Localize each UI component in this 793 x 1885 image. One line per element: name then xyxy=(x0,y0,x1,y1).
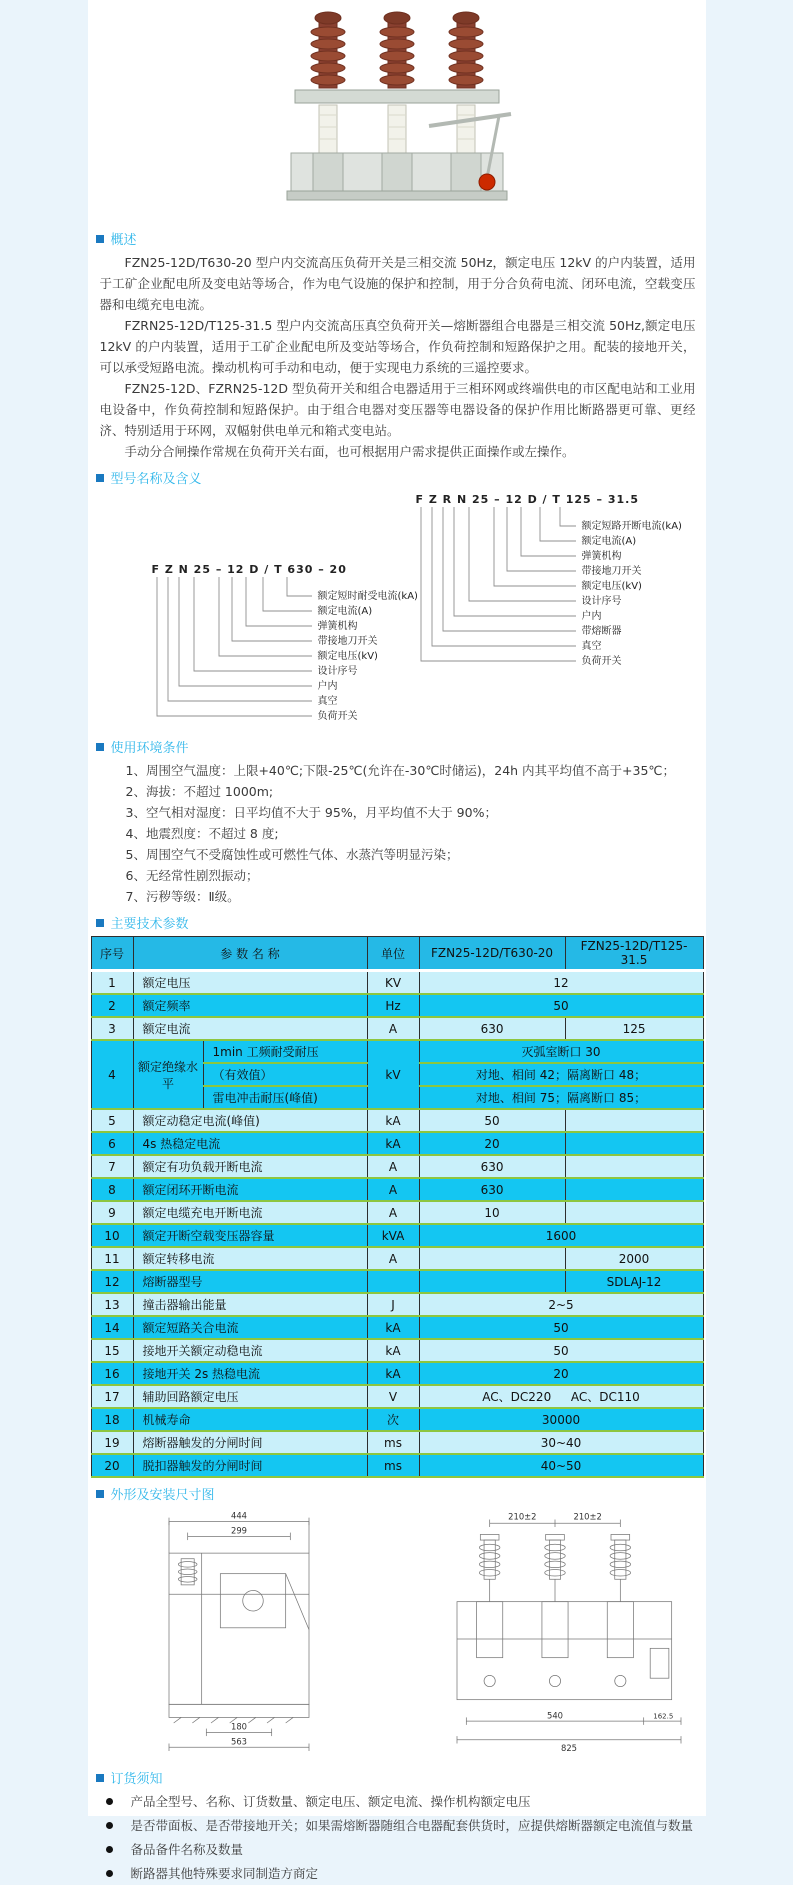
square-bullet-icon xyxy=(96,743,104,751)
cell-unit: kA xyxy=(367,1132,419,1155)
cell-unit: ms xyxy=(367,1431,419,1454)
ordering-item-text: 是否带面板、是否带接地开关；如果需熔断器随组合电器配套供货时，应提供熔断器额定电流值与数量 xyxy=(130,1818,694,1833)
cell-value: 对地、相间 75；隔离断口 85； xyxy=(419,1086,703,1109)
environment-item: 4、地震烈度：不超过 8 度; xyxy=(125,826,279,841)
section-title: 外形及安装尺寸图 xyxy=(110,1488,215,1503)
product-photo xyxy=(88,0,706,223)
bullet-dot-icon xyxy=(106,1846,113,1853)
cell-name: 额定开断空载变压器容量 xyxy=(133,1224,367,1247)
ordering-item-text: 断路器其他特殊要求同制造方商定 xyxy=(130,1866,319,1881)
cell-no: 9 xyxy=(91,1201,133,1224)
model-diagram-fzn25 xyxy=(146,563,436,731)
ordering-item xyxy=(98,1815,706,1837)
cell-value: 50 xyxy=(419,1316,703,1339)
section-header-parameters xyxy=(96,913,706,932)
cell-value: 50 xyxy=(419,1109,565,1132)
cell-unit: kA xyxy=(367,1339,419,1362)
cell-value xyxy=(565,1201,703,1224)
table-row xyxy=(91,1293,703,1316)
bullet-dot-icon xyxy=(106,1870,113,1877)
cell-value: AC、DC220 AC、DC110 xyxy=(419,1385,703,1408)
cell-value: 50 xyxy=(419,994,703,1017)
table-row xyxy=(91,1339,703,1362)
cell-name: 熔断器型号 xyxy=(133,1270,367,1293)
square-bullet-icon xyxy=(96,1490,104,1498)
environment-list xyxy=(126,760,706,907)
overview-paragraphs xyxy=(88,252,706,462)
table-row xyxy=(91,1040,703,1063)
section-header-ordering xyxy=(96,1768,706,1787)
cell-value: 40~50 xyxy=(419,1454,703,1477)
model-label: 负荷开关 xyxy=(581,656,622,667)
cell-name: 熔断器触发的分闸时间 xyxy=(133,1431,367,1454)
cell-name: 额定有功负载开断电流 xyxy=(133,1155,367,1178)
model-labels xyxy=(318,589,418,724)
cell-unit: A xyxy=(367,1017,419,1040)
cell-unit: kV xyxy=(367,1040,419,1109)
model-label: 户内 xyxy=(581,611,602,622)
square-bullet-icon xyxy=(96,919,104,927)
cell-no: 16 xyxy=(91,1362,133,1385)
cell-no: 6 xyxy=(91,1132,133,1155)
cell-no: 20 xyxy=(91,1454,133,1477)
cell-value: 30~40 xyxy=(419,1431,703,1454)
table-row xyxy=(91,1362,703,1385)
model-diagrams xyxy=(88,491,706,731)
cell-name: 撞击器输出能量 xyxy=(133,1293,367,1316)
cell-name: 额定转移电流 xyxy=(133,1247,367,1270)
section-title: 主要技术参数 xyxy=(110,917,189,932)
cell-name: 辅助回路额定电压 xyxy=(133,1385,367,1408)
bullet-dot-icon xyxy=(106,1798,113,1805)
model-label: 设计序号 xyxy=(581,596,622,607)
cell-value: 630 xyxy=(419,1017,565,1040)
cell-unit: kVA xyxy=(367,1224,419,1247)
cell-no: 4 xyxy=(91,1040,133,1109)
col-header-model2: FZN25-12D/T125-31.5 xyxy=(565,937,703,971)
model-label: 额定电流(A) xyxy=(317,606,373,617)
ordering-item-text: 产品全型号、名称、订货数量、额定电压、额定电流、操作机构额定电压 xyxy=(130,1794,531,1809)
table-row xyxy=(91,971,703,995)
cell-value: 630 xyxy=(419,1155,565,1178)
col-header-name: 参 数 名 称 xyxy=(133,937,367,971)
parameters-table xyxy=(91,936,704,1478)
cell-value: 30000 xyxy=(419,1408,703,1431)
table-row xyxy=(91,1017,703,1040)
cell-no: 17 xyxy=(91,1385,133,1408)
model-label: 额定短路开断电流(kA) xyxy=(581,521,682,532)
cell-unit: 次 xyxy=(367,1408,419,1431)
section-header-model xyxy=(96,468,706,487)
model-label: 户内 xyxy=(317,681,338,692)
cell-value: 20 xyxy=(419,1362,703,1385)
cell-value xyxy=(565,1178,703,1201)
overview-paragraph: 手动分合闸操作常规在负荷开关右面，也可根据用户需求提供正面操作或左操作。 xyxy=(124,444,575,459)
model-label: 真空 xyxy=(581,641,602,652)
overview-paragraph: FZN25-12D/T630-20 型户内交流高压负荷开关是三相交流 50Hz，额定电压 12kV 的户内装置，适用于工矿企业配电所及变电站等场合，作为电气设施的保护和控制，用于分合负荷电流、闭环电流，空载变压器和电缆充电电流。 xyxy=(99,255,696,312)
table-row xyxy=(91,1247,703,1270)
dim-label: 162.5 xyxy=(652,1712,673,1721)
cell-unit: kA xyxy=(367,1109,419,1132)
model-labels xyxy=(582,519,682,669)
model-label: 设计序号 xyxy=(317,666,358,677)
ordering-list xyxy=(98,1791,706,1885)
cell-unit: Hz xyxy=(367,994,419,1017)
dim-label: 563 xyxy=(230,1736,247,1747)
col-header-model1: FZN25-12D/T630-20 xyxy=(419,937,565,971)
table-row xyxy=(91,1385,703,1408)
cell-no: 19 xyxy=(91,1431,133,1454)
cell-value xyxy=(419,1270,565,1293)
square-bullet-icon xyxy=(96,235,104,243)
dim-label: 299 xyxy=(230,1525,247,1536)
table-row xyxy=(91,1408,703,1431)
table-header-row xyxy=(91,937,703,971)
cell-value: 2~5 xyxy=(419,1293,703,1316)
cell-no: 15 xyxy=(91,1339,133,1362)
cell-no: 18 xyxy=(91,1408,133,1431)
cell-value: 125 xyxy=(565,1017,703,1040)
dim-label: 444 xyxy=(230,1510,247,1521)
product-photo-illustration xyxy=(279,6,515,214)
cell-name: 脱扣器触发的分闸时间 xyxy=(133,1454,367,1477)
model-label: 真空 xyxy=(317,696,338,707)
col-header-unit: 单位 xyxy=(367,937,419,971)
cell-name: 额定频率 xyxy=(133,994,367,1017)
section-title: 概述 xyxy=(110,233,137,248)
model-diagram-fzrn25 xyxy=(410,493,702,678)
environment-item: 2、海拔：不超过 1000m; xyxy=(125,784,274,799)
cell-sub-label: 1min 工频耐受耐压 xyxy=(203,1040,367,1063)
cell-no: 5 xyxy=(91,1109,133,1132)
dim-label: 210±2 xyxy=(507,1511,537,1522)
cell-value: 2000 xyxy=(565,1247,703,1270)
section-title: 订货须知 xyxy=(110,1772,163,1787)
dim-label: 540 xyxy=(546,1710,563,1721)
section-title: 型号名称及含义 xyxy=(110,472,202,487)
dimension-drawing-side-view xyxy=(99,1507,379,1757)
cell-name: 接地开关 2s 热稳电流 xyxy=(133,1362,367,1385)
model-label: 带熔断器 xyxy=(581,626,622,637)
cell-name: 额定电流 xyxy=(133,1017,367,1040)
table-row xyxy=(91,1316,703,1339)
bullet-dot-icon xyxy=(106,1822,113,1829)
model-label: 额定电压(kV) xyxy=(581,581,642,592)
square-bullet-icon xyxy=(96,1774,104,1782)
cell-value xyxy=(565,1155,703,1178)
cell-name: 额定绝缘水平 xyxy=(133,1040,203,1109)
model-label: 弹簧机构 xyxy=(317,621,358,632)
model-label: 带接地刀开关 xyxy=(581,566,642,577)
ordering-item xyxy=(98,1839,706,1861)
cell-name: 接地开关额定动稳电流 xyxy=(133,1339,367,1362)
table-row xyxy=(91,1109,703,1132)
cell-value: 1600 xyxy=(419,1224,703,1247)
table-row xyxy=(91,1431,703,1454)
cell-unit: kA xyxy=(367,1316,419,1339)
cell-value: 12 xyxy=(419,971,703,995)
table-row xyxy=(91,1132,703,1155)
cell-unit: J xyxy=(367,1293,419,1316)
cell-value: 630 xyxy=(419,1178,565,1201)
cell-no: 7 xyxy=(91,1155,133,1178)
cell-value: 对地、相间 42；隔离断口 48； xyxy=(419,1063,703,1086)
cell-no: 12 xyxy=(91,1270,133,1293)
ordering-item-text: 备品备件名称及数量 xyxy=(130,1842,244,1857)
cell-no: 1 xyxy=(91,971,133,995)
dim-label: 210±2 xyxy=(572,1511,602,1522)
cell-no: 2 xyxy=(91,994,133,1017)
cell-name: 额定电缆充电开断电流 xyxy=(133,1201,367,1224)
dim-label: 180 xyxy=(230,1721,247,1732)
cell-value: 20 xyxy=(419,1132,565,1155)
overview-paragraph: FZN25-12D、FZRN25-12D 型负荷开关和组合电器适用于三相环网或终端供电的市区配电站和工业用电设备中，作负荷控制和短路保护。由于组合电器对变压器等电器设备的保护作用比断路器更可靠、更经济、特别适用于环网，双幅射供电单元和箱式变电站。 xyxy=(99,381,696,438)
model-label: 负荷开关 xyxy=(317,711,358,722)
environment-item: 5、周围空气不受腐蚀性或可燃性气体、水蒸汽等明显污染； xyxy=(125,847,459,862)
col-header-no: 序号 xyxy=(91,937,133,971)
environment-item: 1、周围空气温度：上限+40℃;下限-25℃(允许在-30℃时储运)，24h 内其平均值不高于+35℃； xyxy=(125,763,675,778)
handle-ball xyxy=(479,174,495,190)
section-header-overview xyxy=(96,229,706,248)
model-label: 带接地刀开关 xyxy=(317,636,378,647)
cell-name: 额定闭环开断电流 xyxy=(133,1178,367,1201)
model-label: 额定电流(A) xyxy=(581,536,637,547)
cell-name: 额定短路关合电流 xyxy=(133,1316,367,1339)
dimension-drawings xyxy=(88,1507,706,1762)
model-label: 弹簧机构 xyxy=(581,551,622,562)
cell-value: 10 xyxy=(419,1201,565,1224)
environment-item: 6、无经常性剧烈振动； xyxy=(125,868,259,883)
cell-no: 10 xyxy=(91,1224,133,1247)
model-code: F Z R N 25 – 12 D / T 125 – 31.5 xyxy=(415,493,639,506)
cell-unit: A xyxy=(367,1155,419,1178)
cell-name: 机械寿命 xyxy=(133,1408,367,1431)
cell-unit xyxy=(367,1270,419,1293)
square-bullet-icon xyxy=(96,474,104,482)
cell-unit: KV xyxy=(367,971,419,995)
section-title: 使用环境条件 xyxy=(110,741,189,756)
ordering-item xyxy=(98,1863,706,1885)
cell-unit: A xyxy=(367,1178,419,1201)
environment-item: 3、空气相对湿度：日平均值不大于 95%，月平均值不大于 90%； xyxy=(125,805,497,820)
table-row xyxy=(91,1155,703,1178)
table-row xyxy=(91,1454,703,1477)
cell-unit: V xyxy=(367,1385,419,1408)
table-row xyxy=(91,994,703,1017)
overview-paragraph: FZRN25-12D/T125-31.5 型户内交流高压真空负荷开关—熔断器组合电器是三相交流 50Hz,额定电压 12kV 的户内装置，适用于工矿企业配电所及变站等场合，作负荷控制和短路保护之用。配装的接地开关，可以承受短路电流。操动机构可手动和电动，便于实现电力系统的三遥控要求。 xyxy=(99,318,696,375)
cell-no: 3 xyxy=(91,1017,133,1040)
cell-value: 灭弧室断口 30 xyxy=(419,1040,703,1063)
model-label: 额定短时耐受电流(kA) xyxy=(317,591,418,602)
model-code: F Z N 25 – 12 D / T 630 – 20 xyxy=(151,563,347,576)
table-row xyxy=(91,1201,703,1224)
cell-no: 13 xyxy=(91,1293,133,1316)
cell-unit: A xyxy=(367,1247,419,1270)
environment-item: 7、污秽等级：Ⅱ级。 xyxy=(125,889,240,904)
ordering-item xyxy=(98,1791,706,1813)
cell-value: SDLAJ-12 xyxy=(565,1270,703,1293)
cell-no: 8 xyxy=(91,1178,133,1201)
cell-sub-label: 雷电冲击耐压(峰值) xyxy=(203,1086,367,1109)
cell-sub-label: （有效值） xyxy=(203,1063,367,1086)
cell-value xyxy=(565,1132,703,1155)
table-row xyxy=(91,1178,703,1201)
content-column xyxy=(88,0,706,1881)
section-header-dimensions xyxy=(96,1484,706,1503)
cell-value xyxy=(565,1109,703,1132)
cell-unit: kA xyxy=(367,1362,419,1385)
dimension-drawing-front-view xyxy=(415,1507,695,1757)
cell-name: 额定动稳定电流(峰值) xyxy=(133,1109,367,1132)
cell-name: 4s 热稳定电流 xyxy=(133,1132,367,1155)
cell-unit: ms xyxy=(367,1454,419,1477)
cell-no: 14 xyxy=(91,1316,133,1339)
cell-value: 50 xyxy=(419,1339,703,1362)
cell-unit: A xyxy=(367,1201,419,1224)
table-row xyxy=(91,1224,703,1247)
table-row xyxy=(91,1270,703,1293)
dim-label: 825 xyxy=(560,1743,577,1753)
cell-value xyxy=(419,1247,565,1270)
model-label: 额定电压(kV) xyxy=(317,651,378,662)
cell-name: 额定电压 xyxy=(133,971,367,995)
cell-no: 11 xyxy=(91,1247,133,1270)
section-header-environment xyxy=(96,737,706,756)
